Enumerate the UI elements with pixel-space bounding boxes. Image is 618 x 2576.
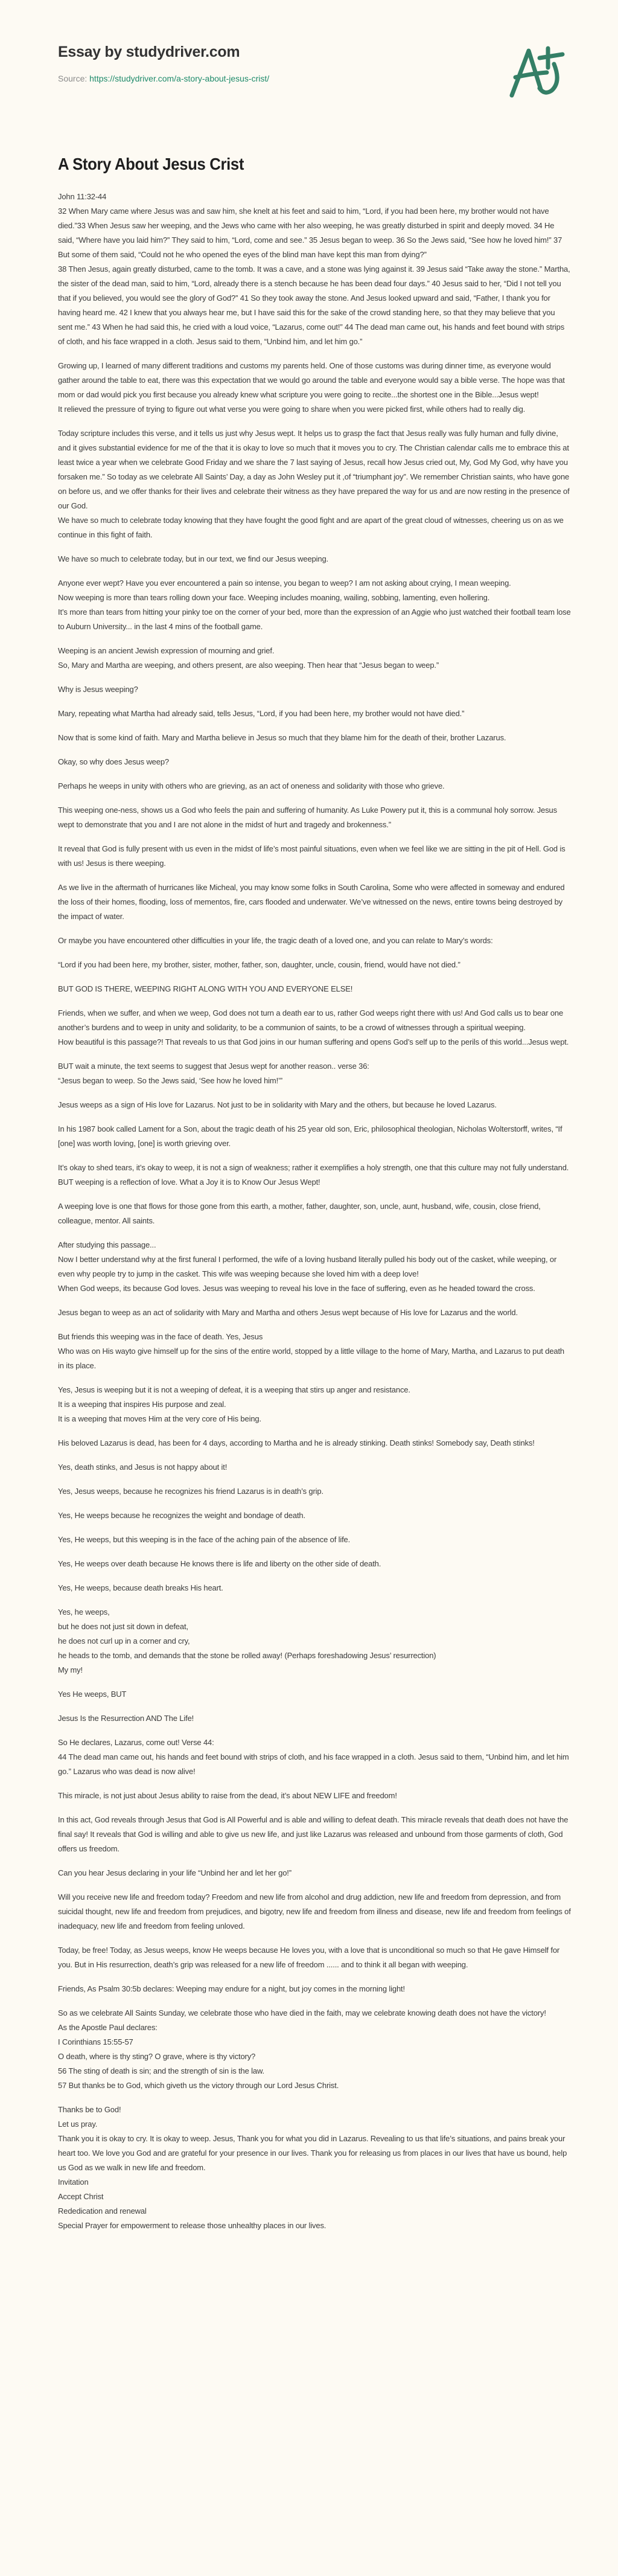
paragraph-line: 38 Then Jesus, again greatly disturbed, came to the tomb. It was a cave, and a stone was lying against it. 39 Jesus said “Take away the stone.” Martha, the sister of the dead man, said to him, “Lord, already there is a stench because he has been dead four days.” 40 Jesus said to her, “Did I not tell you that if you believed, you would see the glory of God?” 41 So they took away the stone. And Jesus looked upward and said, “Father, I thank you for having heard me. 42 I knew that you always hear me, but I have said this for the sake of the crowd standing here, so that they may believe that you sent me.” 43 When he had said this, he cried with a loud voice, “Lazarus, come out!” 44 The dead man came out, his hands and feet bound with strips of cloth, and his face wrapped in a cloth. Jesus said to them, “Unbind him, and let him go.” [58,264,570,346]
paragraph-line: Friends, when we suffer, and when we weep, God does not turn a death ear to us, rather God weeps right there with us! And God calls us to bear one another’s burdens and to weep in unity and solidarity, to be a communion of saints, to be a crowd of witnesses through a spiritual weeping. [58,1008,564,1032]
essay-paragraph [58,1711,571,1726]
paragraph-line: Rededication and renewal [58,2206,147,2216]
paragraph-line: As the Apostle Paul declares: [58,2023,158,2032]
paragraph-line: We have so much to celebrate today knowing that they have fought the good fight and are apart of the great cloud of witnesses, cheering us on as we continue in this fight of faith. [58,516,564,539]
essay-paragraph [58,934,571,948]
paragraph-line: Or maybe you have encountered other difficulties in your life, the tragic death of a loved one, and you can relate to Mary’s words: [58,936,493,945]
paragraph-line: Yes, He weeps because he recognizes the weight and bondage of death. [58,1511,305,1520]
paragraph-line: It is a weeping that inspires His purpose and zeal. [58,1400,226,1409]
paragraph-line: His beloved Lazarus is dead, has been for 4 days, according to Martha and he is already stinking. Death stinks! Somebody say, Death stinks! [58,1438,535,1447]
essay-paragraph [58,1982,571,1996]
paragraph-line: Okay, so why does Jesus weep? [58,757,170,766]
paragraph-line: Now weeping is more than tears rolling down your face. Weeping includes moaning, wailing, sobbing, lamenting, even hollering. [58,593,490,602]
paragraph-line: Today, be free! Today, as Jesus weeps, know He weeps because He loves you, with a love that is unconditional so much so that He gave Himself for you. But in His resurrection, death’s grip was released for a new life of freedom ...... and to think it all began with weeping. [58,1946,560,1969]
a-plus-grade-icon [494,40,572,100]
paragraph-line: Special Prayer for empowerment to release those unhealthy places in our lives. [58,2221,327,2230]
paragraph-line: In his 1987 book called Lament for a Son, about the tragic death of his 25 year old son, Eric, philosophical theologian, Nicholas Wolterstorff, writes, “If [one] was worth loving, [one] is worth grieving over. [58,1124,562,1148]
source-link[interactable]: https://studydriver.com/a-story-about-jesus-crist/ [89,74,270,83]
paragraph-line: We have so much to celebrate today, but in our text, we find our Jesus weeping. [58,554,328,563]
essay-paragraph [58,1943,571,1972]
paragraph-line: So He declares, Lazarus, come out! Verse 44: [58,1738,214,1747]
paragraph-line: Yes, He weeps, but this weeping is in the face of the aching pain of the absence of life. [58,1535,351,1544]
source-label: Source: [58,74,88,83]
paragraph-line: Today scripture includes this verse, and it tells us just why Jesus wept. It helps us to grasp the fact that Jesus really was fully human and fully divine, and it gives substantial evidence for me of the that it is okay to love so much that it moves you to cry. The Christian calendar calls me to embrace this at least twice a year when we celebrate Good Friday and we share the 7 last saying of Jesus, recall how Jesus cried out, My, God My God, why have you forsaken me.” So today as we celebrate All Saints’ Day, a day as John Wesley put it ,of “triumphant joy”. We remember Christian saints, who have gone on before us, and we offer thanks for their lives and celebrate their witness as they have prepared the way for us and are now resting in the presence of our God. [58,429,570,510]
paragraph-line: Jesus Is the Resurrection AND The Life! [58,1714,194,1723]
essay-paragraph [58,1238,571,1296]
essay-paragraph [58,1508,571,1523]
paragraph-line: It’s more than tears from hitting your pinky toe on the corner of your bed, more than the expression of an Aggie who just watched their football team lose to Auburn University... in the last 4 mins of the football game. [58,607,571,631]
paragraph-line: Will you receive new life and freedom today? Freedom and new life from alcohol and drug addiction, new life and freedom from depression, and from suicidal thought, new life and freedom from prejudices, and bigotry, new life and freedom from illness and disease, new life and freedom from feelings of inadequacy, new life and freedom from feeling unloved. [58,1892,571,1930]
paragraph-line: But friends this weeping was in the face of death. Yes, Jesus [58,1332,263,1341]
paragraph-line: Yes, Jesus weeps, because he recognizes his friend Lazarus is in death’s grip. [58,1487,323,1496]
paragraph-line: Jesus began to weep as an act of solidarity with Mary and Martha and others Jesus wept because of His love for Lazarus and the world. [58,1308,518,1317]
paragraph-line: “Lord if you had been here, my brother, sister, mother, father, son, daughter, uncle, cousin, friend, would have not died.” [58,960,460,969]
paragraph-line: It’s okay to shed tears, it’s okay to weep, it is not a sign of weakness; rather it exemplifies a holy strength, one that this culture may not fully understand. BUT weeping is a reflection of love. What a Joy it is to Know Our Jesus Wept! [58,1163,569,1187]
essay-paragraph [58,1866,571,1880]
paragraph-line: John 11:32-44 [58,192,107,201]
paragraph-line: Jesus weeps as a sign of His love for Lazarus. Not just to be in solidarity with Mary and the others, but because he loved Lazarus. [58,1100,497,1109]
essay-paragraph [58,1789,571,1803]
document-title: A Story About Jesus Crist [58,155,244,173]
paragraph-line: Yes, Jesus is weeping but it is not a weeping of defeat, it is a weeping that stirs up anger and resistance. [58,1385,410,1394]
essay-paragraph [58,682,571,697]
essay-paragraph [58,1813,571,1856]
paragraph-line: Who was on His wayto give himself up for the sins of the entire world, stopped by a little village to the home of Mary, Martha, and Lazarus to put death in its place. [58,1347,565,1370]
essay-paragraph [58,1687,571,1702]
essay-paragraph [58,1460,571,1475]
essay-paragraph [58,842,571,871]
paragraph-line: Yes, He weeps over death because He knows there is life and liberty on the other side of death. [58,1559,381,1568]
paragraph-line: Growing up, I learned of many different traditions and customs my parents held. One of those customs was during dinner time, as everyone would gather around the table to eat, there was this expectation that we would go around the table and everyone would say a bible verse. The hope was that mom or dad would pick you first because you already knew what scripture you were going to recite...the shortest one in the Bible...Jesus wept! [58,361,565,399]
paragraph-line: Thank you it is okay to cry. It is okay to weep. Jesus, Thank you for what you did in Lazarus. Revealing to us that life’s situations, and pains break your heart too. We love you God and are grateful for your presence in our lives. Thank you for releasing us from places in our lives that have us bound, help us God as we walk in new life and freedom. [58,2134,567,2172]
essay-paragraph [58,576,571,634]
paragraph-line: Yes, death stinks, and Jesus is not happy about it! [58,1463,228,1472]
paragraph-line: Accept Christ [58,2192,104,2201]
paragraph-line: A weeping love is one that flows for those gone from this earth, a mother, father, daughter, son, uncle, aunt, husband, wife, cousin, close friend, colleague, mentor. All saints. [58,1202,541,1225]
paragraph-line: Now I better understand why at the first funeral I performed, the wife of a loving husband literally pulled his body out of the casket, while weeping, or even why people try to jump in the casket. This wife was weeping because she loved him with a deep love! [58,1255,557,1278]
paragraph-line: Mary, repeating what Martha had already said, tells Jesus, “Lord, if you had been here, my brother would not have died.” [58,709,465,718]
essay-paragraph [58,958,571,972]
paragraph-line: Perhaps he weeps in unity with others who are grieving, as an act of oneness and solidarity with those who grieve. [58,781,445,790]
paragraph-line: but he does not just sit down in defeat, [58,1622,188,1631]
paragraph-line: “Jesus began to weep. So the Jews said, ‘See how he loved him!’” [58,1076,282,1085]
paragraph-line: Friends, As Psalm 30:5b declares: Weeping may endure for a night, but joy comes in the morning light! [58,1984,405,1993]
source-line [58,74,269,83]
page-header [0,0,618,115]
essay-paragraph [58,359,571,417]
paragraph-line: Now that is some kind of faith. Mary and Martha believe in Jesus so much that they blame him for the death of their, brother Lazarus. [58,733,506,742]
paragraph-line: My my! [58,1665,83,1674]
essay-paragraph [58,644,571,673]
paragraph-line: BUT wait a minute, the text seems to suggest that Jesus wept for another reason.. verse 36: [58,1062,369,1071]
paragraph-line: When God weeps, its because God loves. Jesus was weeping to reveal his love in the face of suffering, even as he headed toward the cross. [58,1284,535,1293]
essay-paragraph [58,880,571,924]
paragraph-line: 57 But thanks be to God, which giveth us the victory through our Lord Jesus Christ. [58,2081,339,2090]
essay-paragraph [58,1330,571,1373]
paragraph-line: Can you hear Jesus declaring in your life “Unbind her and let her go!” [58,1868,291,1877]
essay-paragraph [58,1383,571,1426]
paragraph-line: It relieved the pressure of trying to figure out what verse you were going to share when you were picked first, while others had to really dig. [58,405,526,414]
paragraph-line: It is a weeping that moves Him at the very core of His being. [58,1414,261,1423]
essay-paragraph [58,1605,571,1677]
essay-paragraph [58,1006,571,1049]
paragraph-line: 44 The dead man came out, his hands and feet bound with strips of cloth, and his face wrapped in a cloth. Jesus said to them, “Unbind him, and let him go.” Lazarus who was dead is now alive! [58,1752,569,1776]
paragraph-line: BUT GOD IS THERE, WEEPING RIGHT ALONG WITH YOU AND EVERYONE ELSE! [58,984,353,993]
essay-paragraph [58,779,571,793]
paragraph-line: Yes He weeps, BUT [58,1690,127,1699]
paragraph-line: Thanks be to God! [58,2105,121,2114]
essay-paragraph [58,803,571,832]
essay-paragraph [58,706,571,721]
essay-paragraph [58,731,571,745]
paragraph-line: I Corinthians 15:55-57 [58,2037,133,2046]
essay-paragraph [58,1122,571,1151]
essay-paragraph [58,1533,571,1547]
brand-title: Essay by studydriver.com [58,43,240,60]
paragraph-line: Yes, He weeps, because death breaks His heart. [58,1583,223,1592]
essay-paragraph [58,1161,571,1190]
paragraph-line: As we live in the aftermath of hurricanes like Micheal, you may know some folks in South Carolina, Some who were affected in someway and endured the loss of their homes, flooding, loss of mementos, fire, cars flooded and underwater. We’ve witnessed on the news, entire towns being destroyed by the impact of water. [58,883,565,921]
paragraph-line: So as we celebrate All Saints Sunday, we celebrate those who have died in the faith, may we celebrate knowing death does not have the victory! [58,2008,546,2017]
paragraph-line: Weeping is an ancient Jewish expression of mourning and grief. [58,646,275,655]
paragraph-line: After studying this passage... [58,1240,156,1249]
essay-paragraph [58,982,571,996]
essay-paragraph [58,426,571,542]
paragraph-line: he does not curl up in a corner and cry, [58,1636,190,1645]
essay-paragraph [58,1199,571,1228]
essay-paragraph [58,2103,571,2233]
essay-body [58,190,571,2233]
essay-paragraph [58,1484,571,1499]
paragraph-line: In this act, God reveals through Jesus that God is All Powerful and is able and willing to defeat death. This miracle reveals that death does not have the final say! It reveals that God is willing and able to give us new life, and just like Lazarus was released and unbound from those garments of cloth, God offers us freedom. [58,1815,569,1853]
paragraph-line: he heads to the tomb, and demands that the stone be rolled away! (Perhaps foreshadowing Jesus’ resurrection) [58,1651,436,1660]
essay-paragraph [58,552,571,566]
paragraph-line: Anyone ever wept? Have you ever encountered a pain so intense, you began to weep? I am not asking about crying, I mean weeping. [58,578,511,588]
paragraph-line: Yes, he weeps, [58,1607,110,1616]
paragraph-line: Let us pray. [58,2119,98,2129]
essay-paragraph [58,1098,571,1112]
essay-paragraph [58,1890,571,1934]
essay-paragraph [58,1581,571,1595]
essay-paragraph [58,755,571,769]
paragraph-line: Why is Jesus weeping? [58,685,138,694]
paragraph-line: So, Mary and Martha are weeping, and others present, are also weeping. Then hear that “Jesus began to weep.” [58,661,439,670]
essay-paragraph [58,190,571,349]
paragraph-line: This miracle, is not just about Jesus ability to raise from the dead, it’s about NEW LIFE and freedom! [58,1791,397,1800]
essay-paragraph [58,1059,571,1088]
paragraph-line: O death, where is thy sting? O grave, where is thy victory? [58,2052,256,2061]
paragraph-line: It reveal that God is fully present with us even in the midst of life’s most painful situations, even when we feel like we are sitting in the pit of Hell. God is with us! Jesus is there weeping. [58,844,565,868]
essay-paragraph [58,1306,571,1320]
paragraph-line: This weeping one-ness, shows us a God who feels the pain and suffering of humanity. As Luke Powery put it, this is a communal holy sorrow. Jesus wept to demonstrate that you and I are not alone in the midst of hurt and tragedy and brokenness.” [58,806,557,829]
essay-paragraph [58,1735,571,1779]
essay-paragraph [58,1557,571,1571]
essay-paragraph [58,2006,571,2093]
essay-paragraph [58,1436,571,1450]
paragraph-line: How beautiful is this passage?! That reveals to us that God joins in our human suffering and opens God’s self up to the perils of this world...Jesus wept. [58,1037,569,1046]
paragraph-line: 32 When Mary came where Jesus was and saw him, she knelt at his feet and said to him, “Lord, if you had been here, my brother would not have died.”33 When Jesus saw her weeping, and the Jews who came with her also weeping, he was greatly disturbed in spirit and deeply moved. 34 He said, “Where have you laid him?” They said to him, “Lord, come and see.” 35 Jesus began to weep. 36 So the Jews said, “See how he loved him!” 37 But some of them said, “Could not he who opened the eyes of the blind man have kept this man from dying?” [58,207,562,259]
paragraph-line: 56 The sting of death is sin; and the strength of sin is the law. [58,2066,264,2075]
paragraph-line: Invitation [58,2177,89,2187]
